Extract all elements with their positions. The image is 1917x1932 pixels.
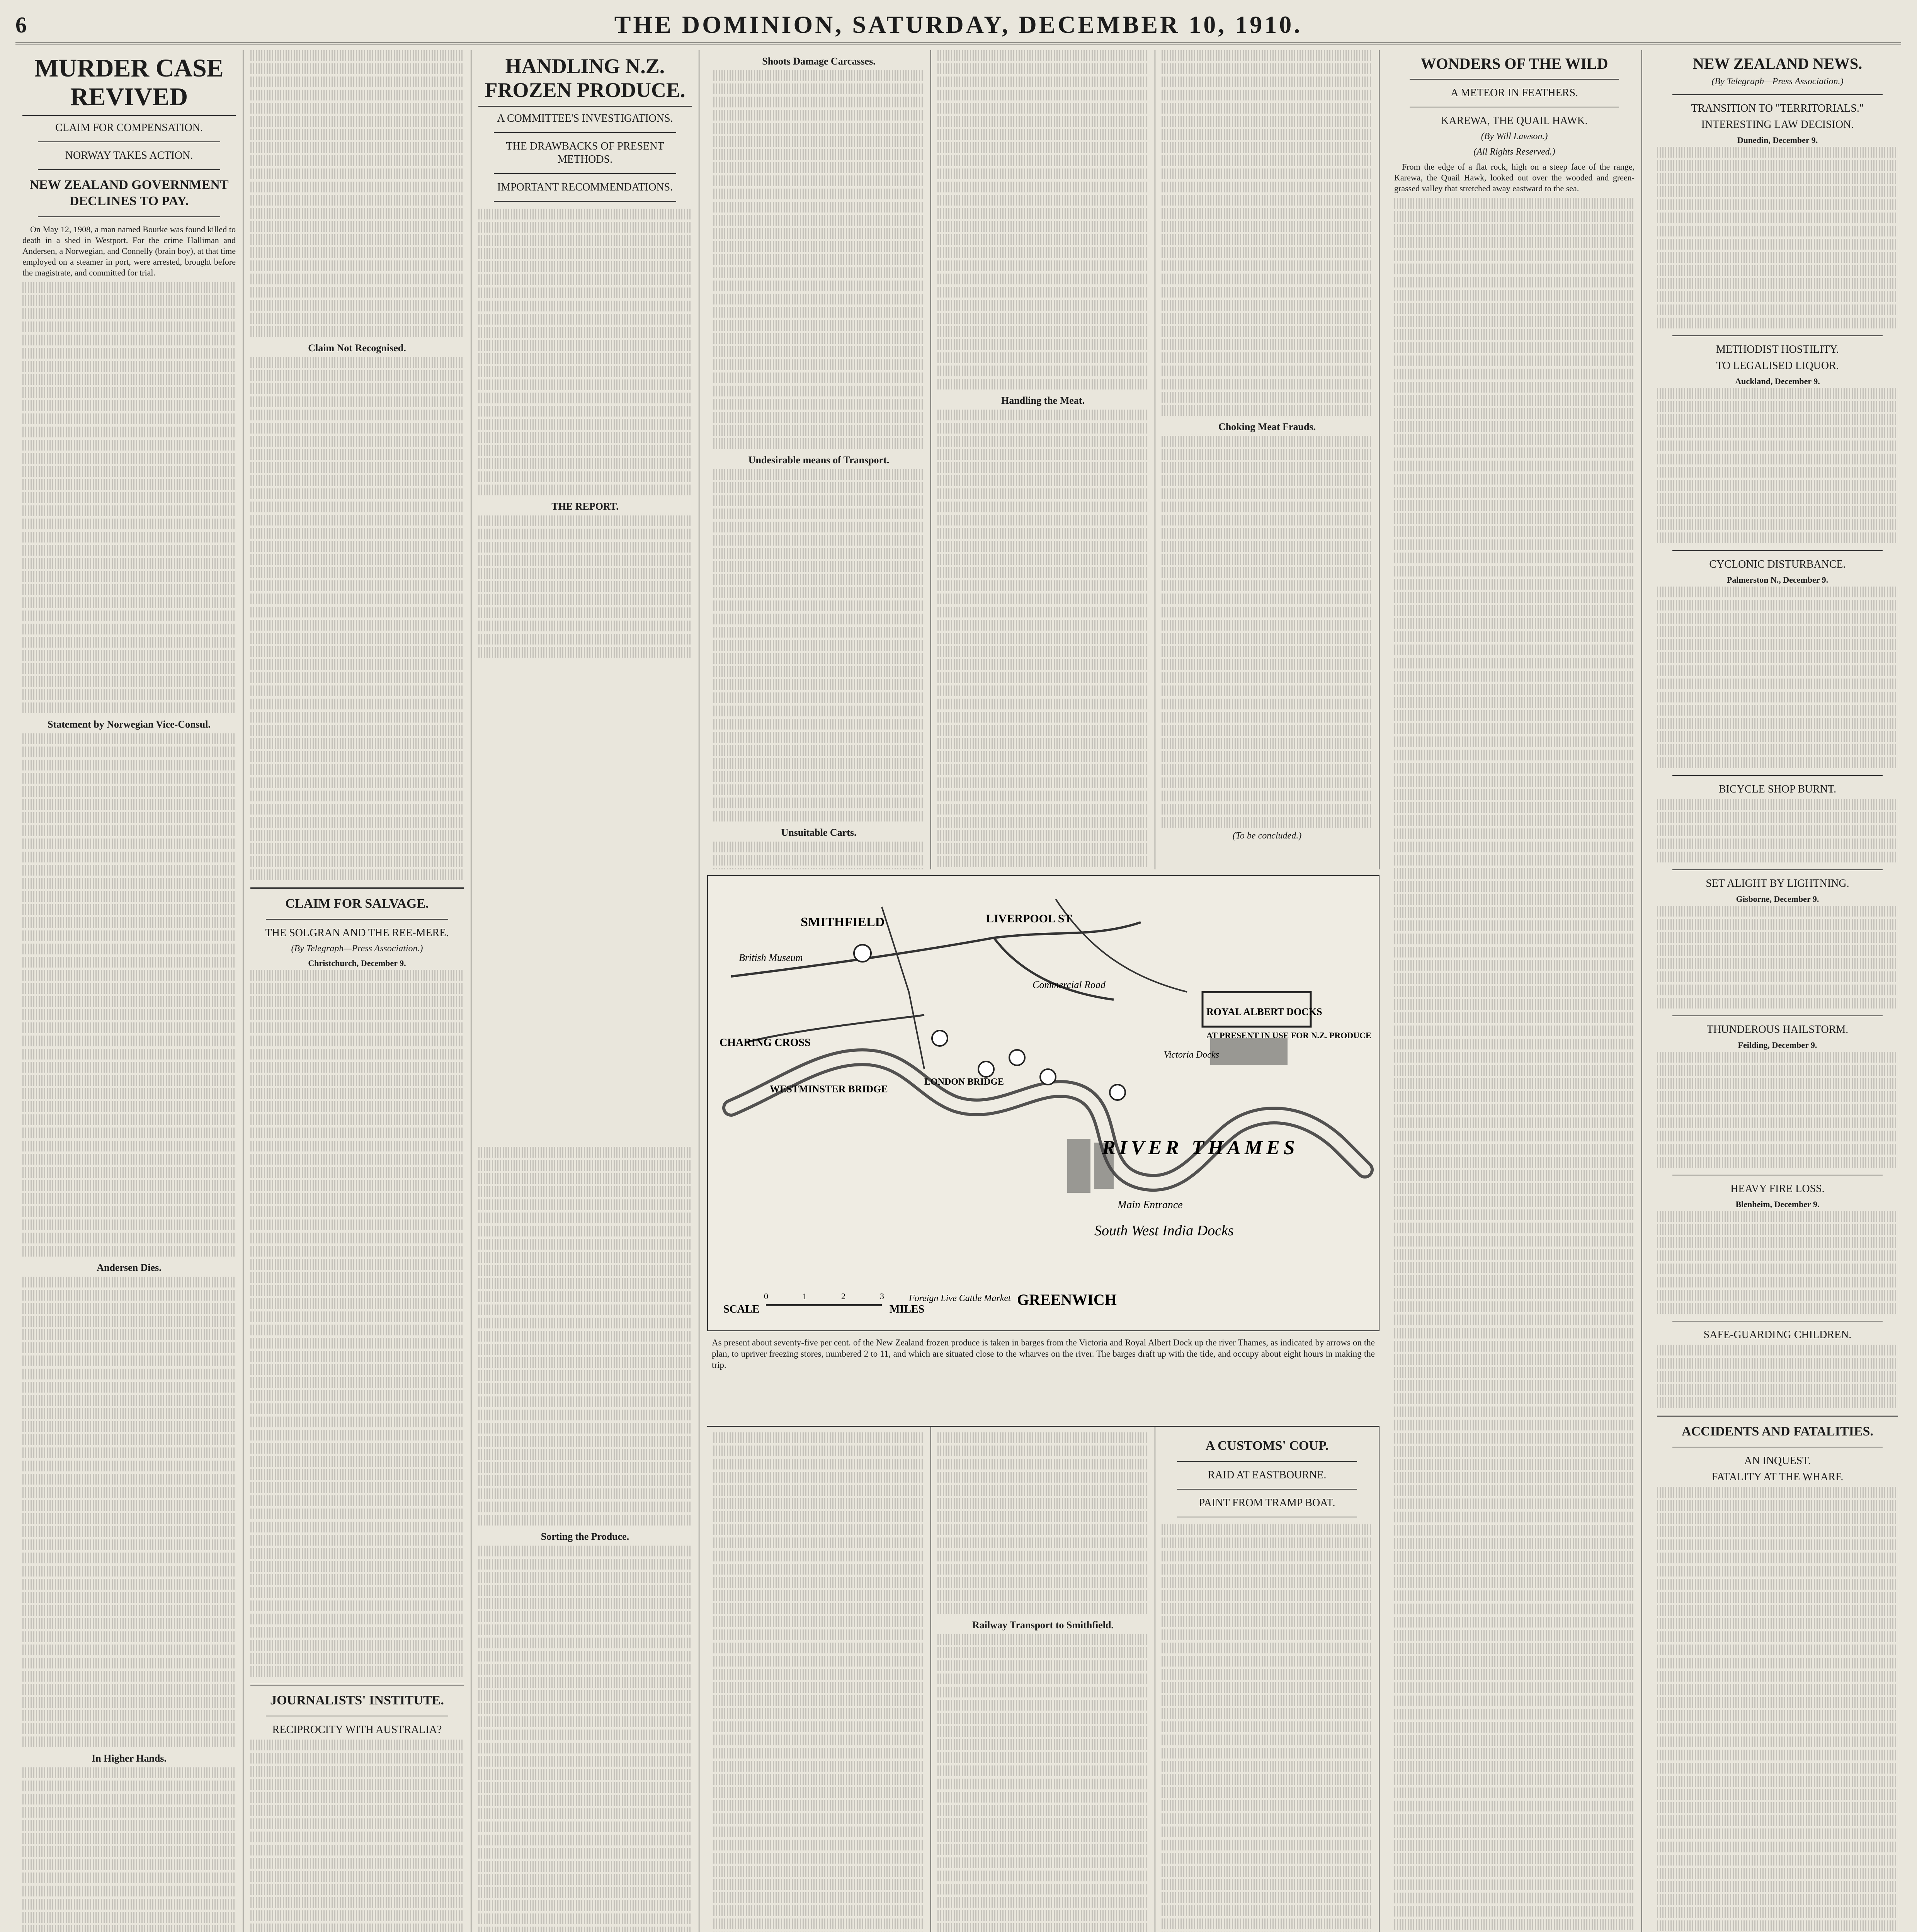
headline-customs-coup: A CUSTOMS' COUP. xyxy=(1205,1439,1329,1453)
dateline-christchurch: Christchurch, December 9. xyxy=(308,958,406,968)
deck-karewa: KAREWA, THE QUAIL HAWK. xyxy=(1441,115,1588,127)
label-commercial-road: Commercial Road xyxy=(1032,979,1106,990)
deck-paint-tramp-boat: PAINT FROM TRAMP BOAT. xyxy=(1199,1497,1335,1509)
deck-compensation: CLAIM FOR COMPENSATION. xyxy=(55,122,203,134)
column-new-zealand-news xyxy=(1650,50,1905,1932)
dateline-feilding: Feilding, December 9. xyxy=(1738,1040,1817,1050)
label-miles: MILES xyxy=(890,1303,925,1315)
body-text xyxy=(22,282,236,713)
deck-recommendations: IMPORTANT RECOMMENDATIONS. xyxy=(497,181,673,193)
deck-solgran: THE SOLGRAN AND THE REE-MERE. xyxy=(265,927,449,939)
label-main-entrance: Main Entrance xyxy=(1118,1199,1183,1211)
headline-murder-case: MURDER CASE REVIVED xyxy=(22,54,236,116)
label-charing-cross: CHARING CROSS xyxy=(720,1037,811,1049)
label-liverpool-st: LIVERPOOL ST xyxy=(986,912,1072,925)
newspaper-title: THE DOMINION, SATURDAY, DECEMBER 10, 1910. xyxy=(614,11,1303,38)
continued-note: (To be concluded.) xyxy=(1232,831,1302,841)
dateline-dunedin: Dunedin, December 9. xyxy=(1737,135,1818,145)
scale-tick-1: 1 xyxy=(803,1291,807,1301)
column-wonders-of-the-wild xyxy=(1387,50,1642,1932)
frozen-produce-continued-top xyxy=(707,50,1379,869)
headline-bicycle-shop: BICYCLE SHOP BURNT. xyxy=(1718,783,1837,795)
subhead-shoots: Shoots Damage Carcasses. xyxy=(762,56,876,67)
column-frozen-produce xyxy=(471,50,699,1932)
byline: (By Will Lawson.) xyxy=(1481,131,1548,141)
map-illustration xyxy=(708,876,1379,1330)
thames-docks-map xyxy=(707,875,1379,1331)
label-foreign-cattle-market: Foreign Live Cattle Market xyxy=(909,1293,1011,1303)
label-royal-albert-docks: ROYAL ALBERT DOCKS xyxy=(1206,1006,1322,1017)
headline-wonders-of-the-wild: WONDERS OF THE WILD xyxy=(1420,55,1608,72)
lead-paragraph: On May 12, 1908, a man named Bourke was found killed to death in a shed in Westport. For the crime Halliman and Andersen, a Norwegian, and Connelly (brain boy), at that time employed on a steamer in port, were arrested, brought before the magistrate, and committed for trial. xyxy=(22,224,236,277)
deck-reciprocity: RECIPROCITY WITH AUSTRALIA? xyxy=(272,1724,442,1736)
subhead-unsuitable: Unsuitable Carts. xyxy=(781,827,857,838)
subhead-claim-not-recognised: Claim Not Recognised. xyxy=(308,342,406,354)
subhead-railway-transport: Railway Transport to Smithfield. xyxy=(972,1619,1114,1631)
headline-law-decision: INTERESTING LAW DECISION. xyxy=(1701,119,1854,131)
headline-liquor: TO LEGALISED LIQUOR. xyxy=(1716,360,1839,372)
map-caption: As present about seventy-five per cent. of the New Zealand frozen produce is taken in barges from the Victoria and Royal Albert Dock up the river Thames, as indicated by arrows on the plan, to upriver freezing stores, numbered 2 to 11, and which are situated close to the wharves on the river. The barges draft up with the tide, and occupy about eight hours in making the trip. xyxy=(712,1338,1375,1370)
deck-committee: A COMMITTEE'S INVESTIGATIONS. xyxy=(497,112,673,124)
headline-inquest: AN INQUEST. xyxy=(1744,1455,1811,1467)
headline-methodist: METHODIST HOSTILITY. xyxy=(1716,344,1839,355)
dateline-auckland: Auckland, December 9. xyxy=(1735,376,1820,386)
page-number: 6 xyxy=(15,12,27,37)
scale-tick-3: 3 xyxy=(880,1291,884,1301)
subhead-sorting: Sorting the Produce. xyxy=(541,1531,629,1542)
headline-heavy-fire-loss: HEAVY FIRE LOSS. xyxy=(1730,1183,1825,1195)
subhead-norwegian-statement: Statement by Norwegian Vice-Consul. xyxy=(48,719,211,730)
subhead-andersen-dies: Andersen Dies. xyxy=(97,1262,162,1273)
headline-hailstorm: THUNDEROUS HAILSTORM. xyxy=(1706,1024,1849,1036)
headline-cyclonic: CYCLONIC DISTURBANCE. xyxy=(1709,558,1846,570)
label-at-present: AT PRESENT IN USE FOR N.Z. PRODUCE xyxy=(1206,1031,1371,1040)
deck-meteor: A METEOR IN FEATHERS. xyxy=(1451,87,1578,99)
label-london-bridge: LONDON BRIDGE xyxy=(924,1077,1004,1087)
headline-lightning: SET ALIGHT BY LIGHTNING. xyxy=(1706,878,1849,889)
label-westminster-bridge: WESTMINSTER BRIDGE xyxy=(770,1083,888,1095)
headline-fatality-wharf: FATALITY AT THE WHARF. xyxy=(1711,1471,1844,1483)
column-murder-case xyxy=(15,50,243,1932)
frozen-produce-continued-bottom xyxy=(707,1426,1379,1932)
subhead-the-report: THE REPORT. xyxy=(551,501,619,512)
scale-tick-2: 2 xyxy=(841,1291,845,1301)
scale-tick-0: 0 xyxy=(764,1291,768,1301)
label-scale: SCALE xyxy=(723,1303,760,1315)
headline-safe-guarding: SAFE-GUARDING CHILDREN. xyxy=(1703,1329,1852,1341)
headline-claim-for-salvage: CLAIM FOR SALVAGE. xyxy=(285,896,429,911)
label-smithfield: SMITHFIELD xyxy=(801,915,885,929)
deck-raid-eastbourne: RAID AT EASTBOURNE. xyxy=(1208,1469,1327,1481)
label-greenwich: GREENWICH xyxy=(1017,1291,1117,1308)
deck-norway: NORWAY TAKES ACTION. xyxy=(65,150,193,162)
label-victoria-docks: Victoria Docks xyxy=(1164,1050,1219,1060)
label-river-thames: RIVER THAMES xyxy=(1102,1137,1299,1159)
headline-nz-news: NEW ZEALAND NEWS. xyxy=(1692,55,1863,72)
subhead-undesirable: Undesirable means of Transport. xyxy=(748,454,890,466)
headline-transition: TRANSITION TO "TERRITORIALS." xyxy=(1691,102,1864,114)
deck-drawbacks: THE DRAWBACKS OF PRESENT METHODS. xyxy=(506,140,664,165)
subhead-handling-meat: Handling the Meat. xyxy=(1001,395,1085,406)
headline-journalists-institute: JOURNALISTS' INSTITUTE. xyxy=(270,1693,444,1708)
subhead-choking-meat: Choking Meat Frauds. xyxy=(1218,421,1316,432)
column-2 xyxy=(243,50,471,1932)
news-source: (By Telegraph—Press Association.) xyxy=(1711,77,1844,87)
source-line: (By Telegraph—Press Association.) xyxy=(291,944,423,954)
column-customs-coup xyxy=(1155,1427,1379,1932)
rights-note: (All Rights Reserved.) xyxy=(1473,147,1555,157)
subhead-higher-hands: In Higher Hands. xyxy=(92,1753,167,1764)
label-south-west-india-docks: South West India Docks xyxy=(1094,1223,1234,1239)
masthead xyxy=(15,7,1901,44)
headline-accidents: ACCIDENTS AND FATALITIES. xyxy=(1682,1424,1873,1439)
label-british-museum: British Museum xyxy=(739,952,803,963)
headline-frozen-produce: HANDLING N.Z. FROZEN PRODUCE. xyxy=(478,54,692,107)
dateline-palmerston: Palmerston N., December 9. xyxy=(1726,575,1829,585)
deck-government-declines: NEW ZEALAND GOVERNMENT DECLINES TO PAY. xyxy=(29,178,229,208)
dateline-blenheim: Blenheim, December 9. xyxy=(1735,1199,1820,1209)
wild-lead-paragraph: From the edge of a flat rock, high on a steep face of the range, Karewa, the Quail Hawk, looked out over the wooded and green-grassed valley that stretched away eastward to the sea. xyxy=(1394,162,1635,193)
dateline-gisborne: Gisborne, December 9. xyxy=(1736,894,1819,904)
